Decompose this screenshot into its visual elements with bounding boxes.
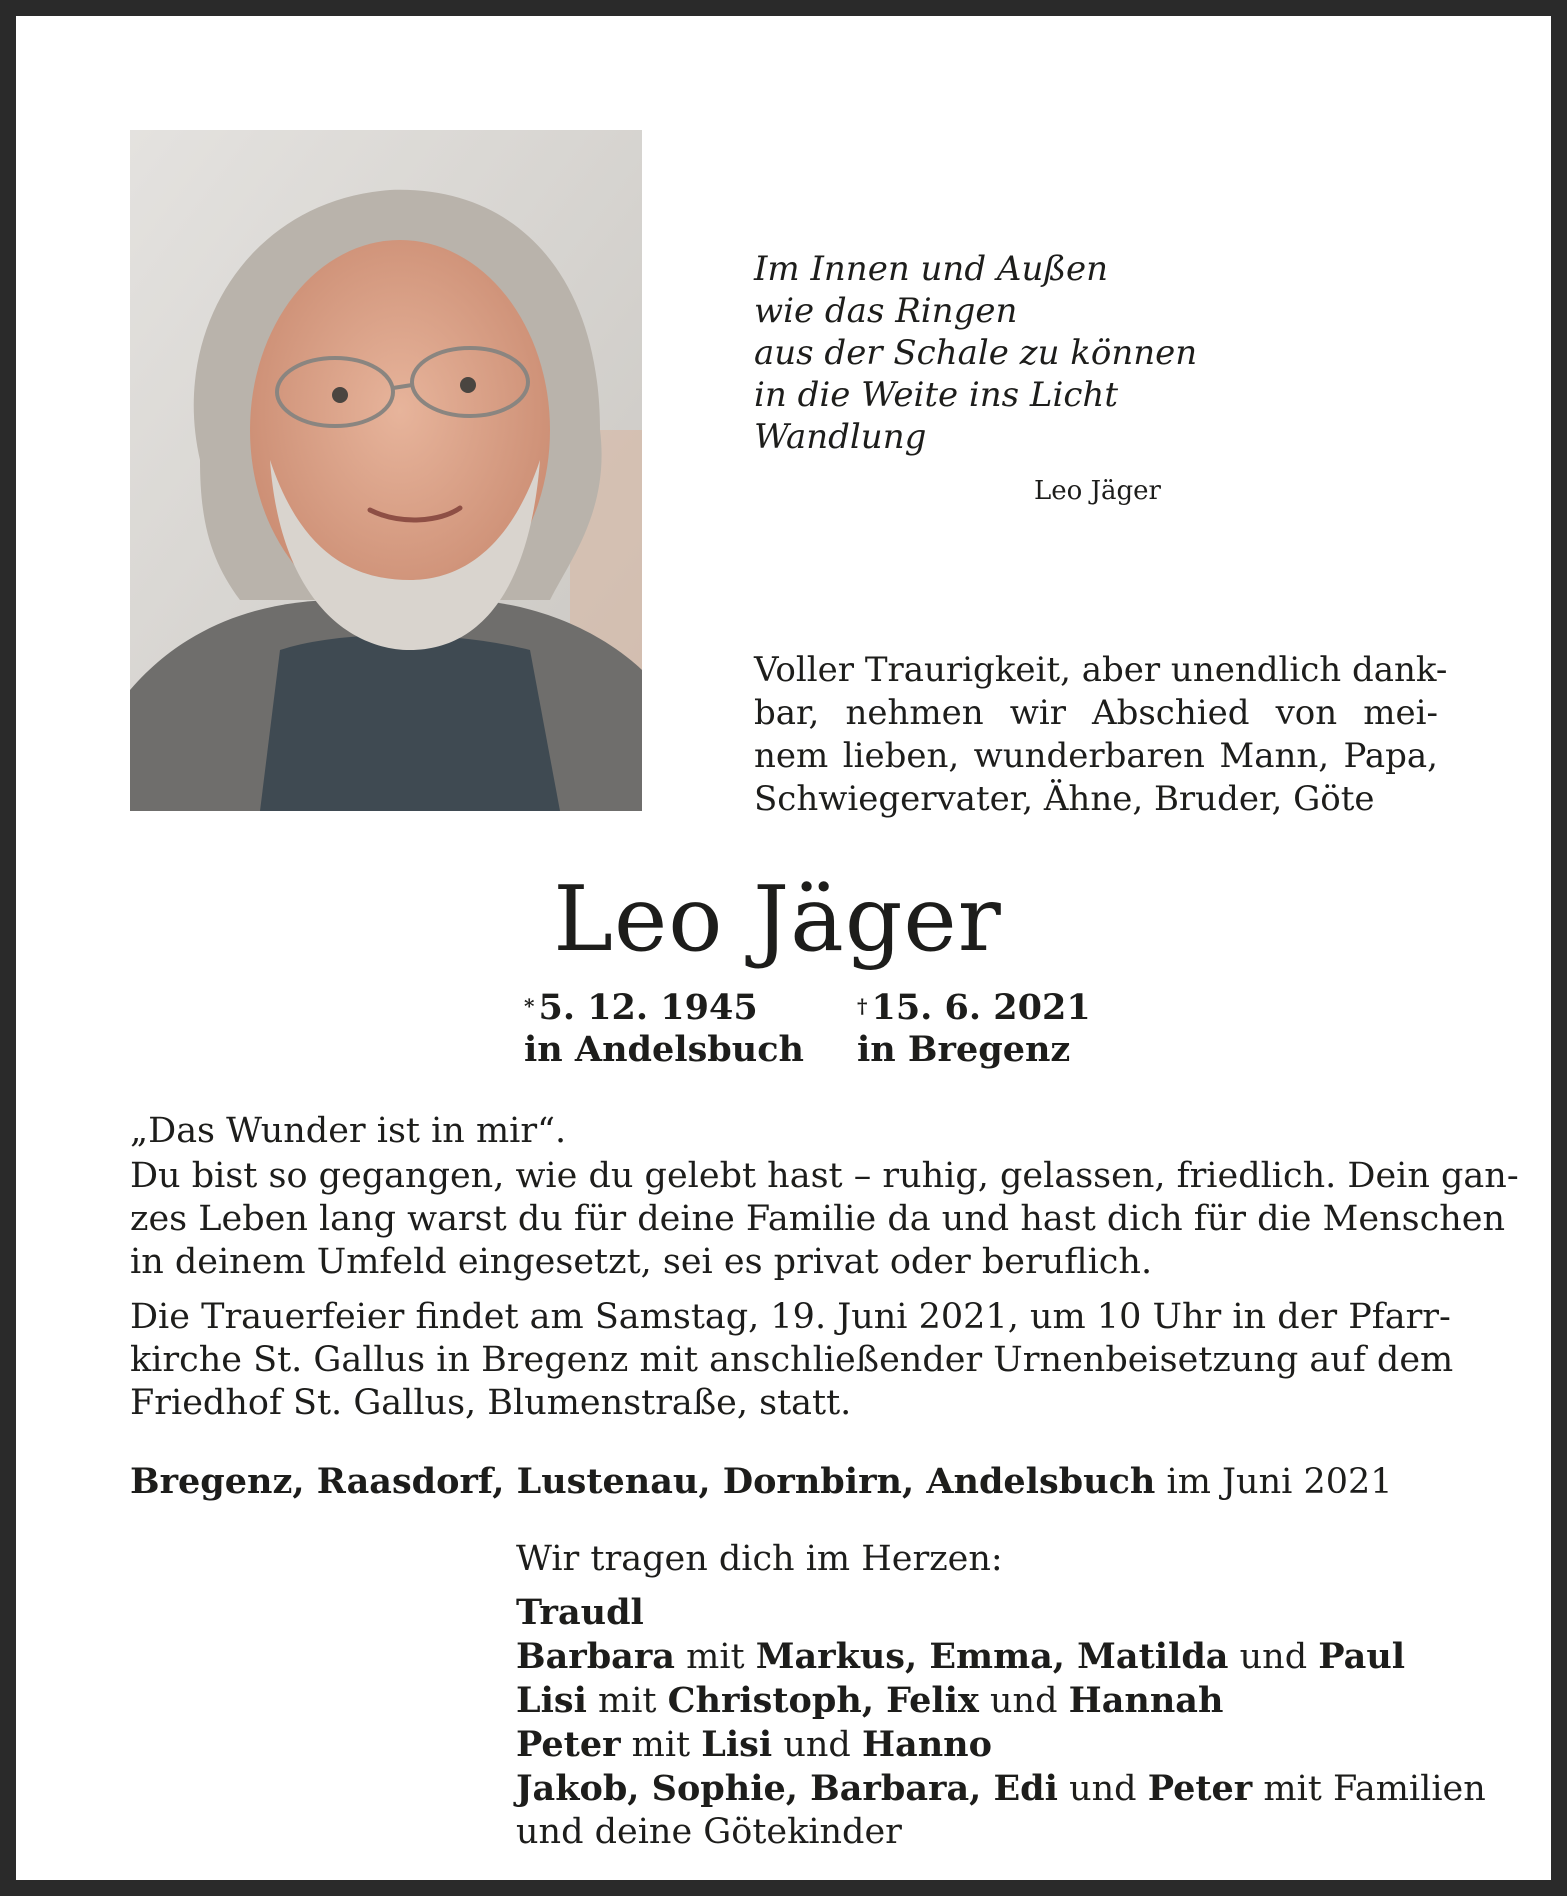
places-date: im Juni 2021: [1166, 1462, 1393, 1502]
poem-author: Leo Jäger: [1034, 476, 1161, 506]
poem-line: Im Innen und Außen: [754, 249, 1109, 289]
poem-line: in die Weite ins Licht: [754, 375, 1118, 415]
funeral-line: kirche St. Gallus in Bregenz mit anschließender Urnenbeisetzung auf dem: [130, 1340, 1454, 1380]
tribute-paragraph: [130, 1155, 1519, 1284]
birth-date: 5. 12. 1945: [538, 987, 758, 1028]
places-line: [130, 1460, 1436, 1504]
family-row: und deine Götekinder: [516, 1812, 902, 1852]
intro-line: Voller Traurigkeit, aber unendlich dank-: [754, 650, 1448, 690]
family-row: Traudl: [516, 1592, 644, 1633]
poem: [754, 248, 1234, 458]
tribute-line: in deinem Umfeld eingesetzt, sei es privat oder beruflich.: [130, 1242, 1153, 1282]
intro-line: Schwiegervater, Ähne, Bruder, Göte: [754, 779, 1375, 819]
funeral-details: [130, 1296, 1454, 1425]
portrait-photo: [130, 130, 642, 811]
birth-place: in Andelsbuch: [524, 1029, 804, 1070]
death-place: in Bregenz: [857, 1029, 1071, 1070]
tribute-line: zes Leben lang warst du für deine Familie da und hast dich für die Menschen: [130, 1199, 1505, 1239]
death-symbol: †: [857, 994, 868, 1018]
death-info: [857, 987, 1091, 1071]
intro-line: bar, nehmen wir Abschied von mei-: [754, 693, 1438, 733]
tribute-line: Du bist so gegangen, wie du gelebt hast – ruhig, gelassen, friedlich. Dein gan-: [130, 1156, 1519, 1196]
family-row: Peter mit Lisi und Hanno: [516, 1724, 992, 1765]
family-heading: Wir tragen dich im Herzen:: [516, 1539, 1003, 1579]
poem-line: wie das Ringen: [754, 291, 1018, 331]
intro-text: [754, 649, 1448, 821]
family-row: Lisi mit Christoph, Felix und Hannah: [516, 1680, 1224, 1721]
family-row: Jakob, Sophie, Barbara, Edi und Peter mit Familien: [516, 1768, 1486, 1809]
birth-info: [524, 987, 804, 1071]
quote: „Das Wunder ist in mir“.: [130, 1111, 567, 1151]
family-list: [516, 1538, 1486, 1854]
death-date: 15. 6. 2021: [871, 987, 1091, 1028]
poem-line: Wandlung: [754, 417, 927, 457]
places-names: Bregenz, Raasdorf, Lustenau, Dornbirn, Andelsbuch: [130, 1461, 1156, 1502]
intro-line: nem lieben, wunderbaren Mann, Papa,: [754, 736, 1438, 776]
deceased-name: Leo Jäger: [553, 867, 1002, 972]
poem-line: aus der Schale zu können: [754, 333, 1198, 373]
funeral-line: Friedhof St. Gallus, Blumenstraße, statt.: [130, 1383, 852, 1423]
birth-symbol: *: [524, 994, 535, 1018]
funeral-line: Die Trauerfeier findet am Samstag, 19. Juni 2021, um 10 Uhr in der Pfarr-: [130, 1297, 1451, 1337]
family-row: Barbara mit Markus, Emma, Matilda und Paul: [516, 1636, 1406, 1677]
